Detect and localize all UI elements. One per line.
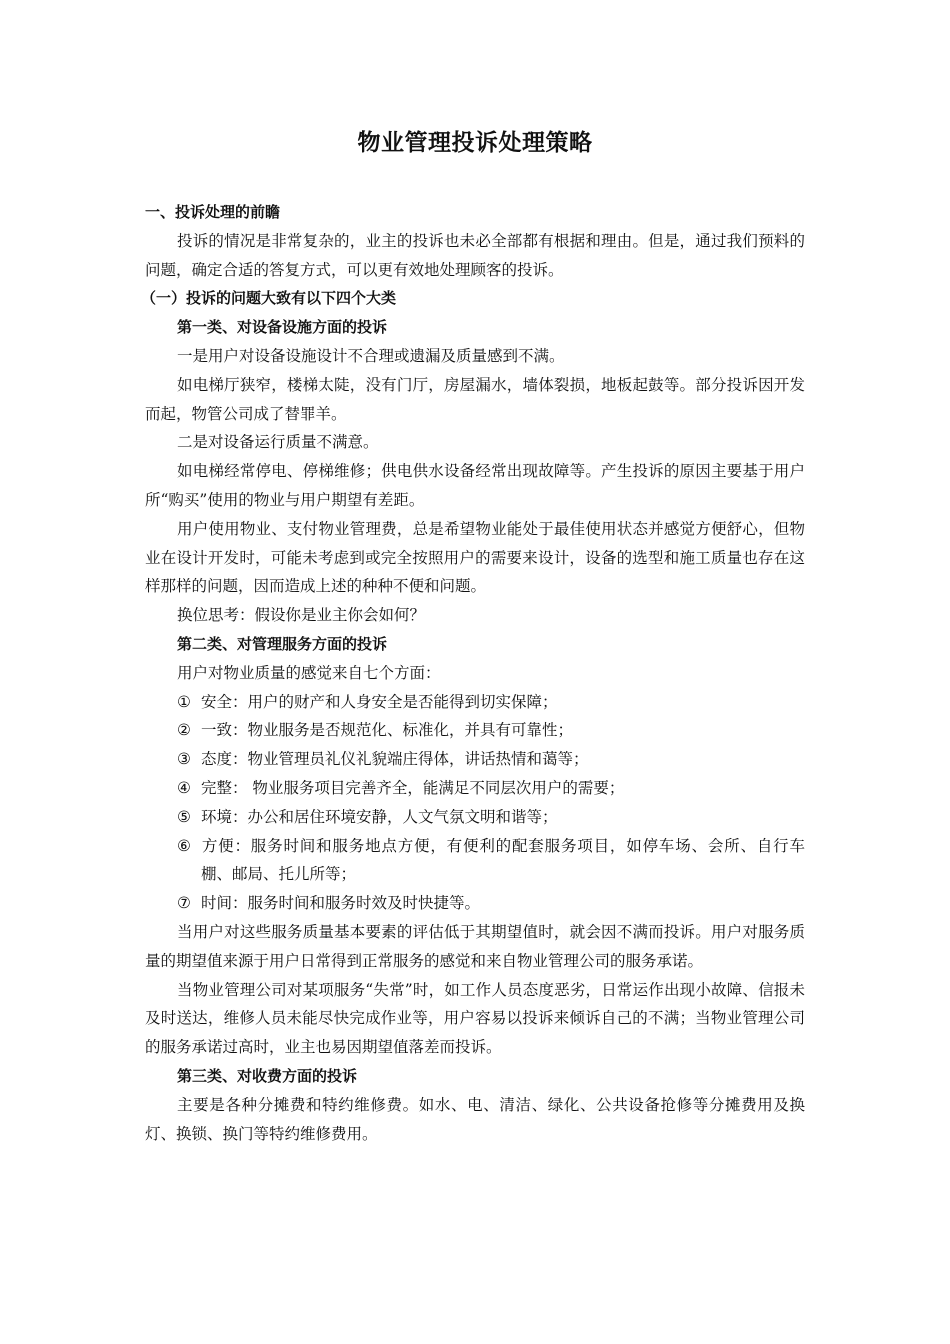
list-item bbox=[145, 774, 805, 803]
list-text: 完整： 物业服务项目完善齐全，能满足不同层次用户的需要； bbox=[201, 778, 625, 797]
paragraph: 投诉的情况是非常复杂的，业主的投诉也未必全部都有根据和理由。但是，通过我们预料的问题，确定合适的答复方式，可以更有效地处理顾客的投诉。 bbox=[145, 231, 805, 279]
list-item bbox=[145, 745, 805, 774]
paragraph: 主要是各种分摊费和特约维修费。如水、电、清洁、绿化、公共设备抢修等分摊费用及换灯、换锁、换门等特约维修费用。 bbox=[145, 1095, 805, 1143]
paragraph: 当用户对这些服务质量基本要素的评估低于其期望值时，就会因不满而投诉。用户对服务质量的期望值来源于用户日常得到正常服务的感觉和来自物业管理公司的服务承诺。 bbox=[145, 922, 805, 970]
list-number: ⑦ bbox=[177, 894, 191, 913]
list-text: 环境：办公和居住环境安静，人文气氛文明和谐等； bbox=[201, 807, 558, 826]
paragraph: 一是用户对设备设施设计不合理或遗漏及质量感到不满。 bbox=[177, 346, 565, 365]
document-title: 物业管理投诉处理策略 bbox=[357, 130, 593, 156]
list-number: ④ bbox=[177, 778, 191, 797]
category-heading: 第三类、对收费方面的投诉 bbox=[177, 1066, 358, 1085]
paragraph: 换位思考：假设你是业主你会如何？ bbox=[177, 606, 426, 625]
paragraph: 用户对物业质量的感觉来自七个方面： bbox=[177, 663, 441, 682]
list-number: ① bbox=[177, 692, 191, 711]
paragraph: 用户使用物业、支付物业管理费，总是希望物业能处于最佳使用状态并感觉方便舒心，但物业在设计开发时，可能未考虑到或完全按照用户的需要来设计，设备的选型和施工质量也存在这样那样的问题，因而造成上述的种种不便和问题。 bbox=[145, 519, 805, 596]
paragraph: 如电梯经常停电、停梯维修；供电供水设备经常出现故障等。产生投诉的原因主要基于用户所“购买”使用的物业与用户期望有差距。 bbox=[145, 462, 805, 509]
list-number: ② bbox=[177, 721, 191, 740]
section-heading: 一、投诉处理的前瞻 bbox=[145, 203, 281, 221]
list-number: ③ bbox=[177, 750, 191, 769]
list-text: 方便：服务时间和服务地点方便，有便利的配套服务项目，如停车场、会所、自行车棚、邮局、托儿所等； bbox=[201, 836, 805, 884]
subsection-heading: （一）投诉的问题大致有以下四个大类 bbox=[141, 289, 397, 308]
category-heading: 第二类、对管理服务方面的投诉 bbox=[177, 634, 388, 653]
list-text: 安全：用户的财产和人身安全是否能得到切实保障； bbox=[201, 692, 558, 711]
list-number: ⑤ bbox=[177, 807, 191, 826]
list-item bbox=[145, 716, 805, 745]
paragraph: 二是对设备运行质量不满意。 bbox=[177, 433, 379, 452]
document-body bbox=[141, 198, 805, 1148]
list-text: 态度：物业管理员礼仪礼貌端庄得体，讲话热情和蔼等； bbox=[201, 750, 589, 769]
list-text: 时间：服务时间和服务时效及时快捷等。 bbox=[201, 894, 481, 913]
paragraph: 如电梯厅狭窄，楼梯太陡，没有门厅，房屋漏水，墙体裂损，地板起鼓等。部分投诉因开发而起，物管公司成了替罪羊。 bbox=[145, 375, 805, 423]
paragraph: 当物业管理公司对某项服务“失常”时，如工作人员态度恶劣，日常运作出现小故障、信报未及时送达，维修人员未能尽快完成作业等，用户容易以投诉来倾诉自己的不满；当物业管理公司的服务承诺过高时，业主也易因期望值落差而投诉。 bbox=[145, 980, 805, 1057]
list-item bbox=[145, 688, 805, 717]
list-item bbox=[145, 832, 805, 890]
category-heading: 第一类、对设备设施方面的投诉 bbox=[177, 318, 388, 337]
list-item bbox=[145, 803, 805, 832]
list-item bbox=[145, 889, 805, 918]
list-text: 一致：物业服务是否规范化、标准化，并具有可靠性； bbox=[201, 721, 574, 740]
list-number: ⑥ bbox=[177, 836, 191, 855]
